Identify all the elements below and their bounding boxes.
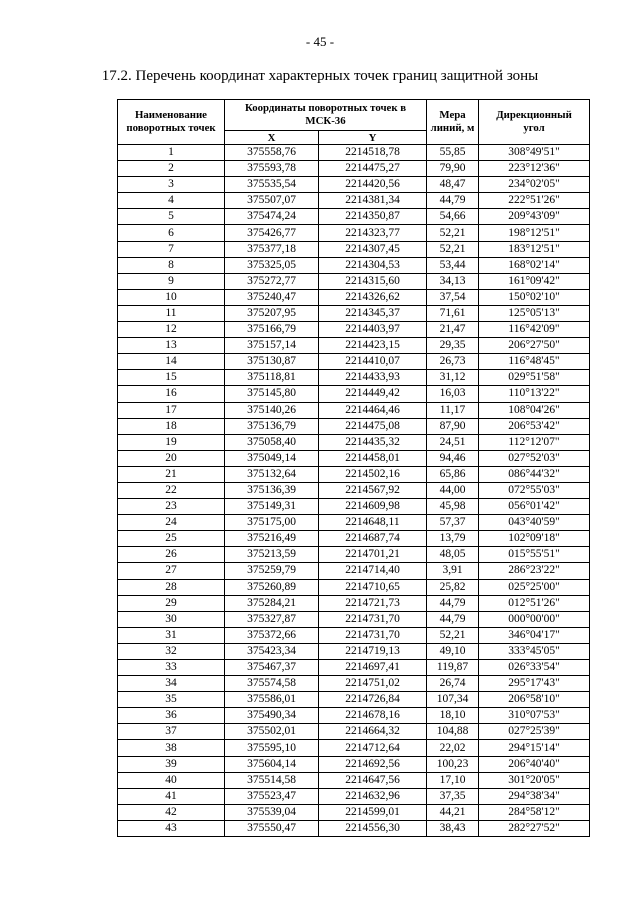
cell-bearing-angle: 206°40'40" <box>479 756 590 772</box>
cell-point-number: 35 <box>118 692 225 708</box>
table-row <box>118 418 590 434</box>
cell-bearing-angle: 206°58'10" <box>479 692 590 708</box>
cell-line-length: 22,02 <box>427 740 479 756</box>
cell-x: 375593,78 <box>225 161 319 177</box>
cell-line-length: 55,85 <box>427 145 479 161</box>
cell-bearing-angle: 301°20'05" <box>479 772 590 788</box>
cell-point-number: 42 <box>118 804 225 820</box>
cell-line-length: 29,35 <box>427 338 479 354</box>
cell-bearing-angle: 015°55'51" <box>479 547 590 563</box>
cell-x: 375372,66 <box>225 627 319 643</box>
cell-x: 375507,07 <box>225 193 319 209</box>
cell-bearing-angle: 286°23'22" <box>479 563 590 579</box>
cell-line-length: 44,00 <box>427 482 479 498</box>
cell-bearing-angle: 000°00'00" <box>479 611 590 627</box>
cell-x: 375136,79 <box>225 418 319 434</box>
table-row <box>118 820 590 836</box>
table-row <box>118 145 590 161</box>
table-row <box>118 466 590 482</box>
cell-bearing-angle: 029°51'58" <box>479 370 590 386</box>
table-row <box>118 595 590 611</box>
cell-x: 375145,80 <box>225 386 319 402</box>
cell-x: 375574,58 <box>225 676 319 692</box>
cell-y: 2214345,37 <box>319 305 427 321</box>
cell-y: 2214731,70 <box>319 611 427 627</box>
cell-point-number: 29 <box>118 595 225 611</box>
table-row <box>118 788 590 804</box>
cell-x: 375604,14 <box>225 756 319 772</box>
table-row <box>118 708 590 724</box>
cell-point-number: 33 <box>118 660 225 676</box>
cell-bearing-angle: 086°44'32" <box>479 466 590 482</box>
cell-line-length: 119,87 <box>427 660 479 676</box>
cell-bearing-angle: 108°04'26" <box>479 402 590 418</box>
cell-bearing-angle: 043°40'59" <box>479 515 590 531</box>
cell-point-number: 13 <box>118 338 225 354</box>
cell-line-length: 65,86 <box>427 466 479 482</box>
cell-line-length: 24,51 <box>427 434 479 450</box>
cell-line-length: 52,21 <box>427 627 479 643</box>
header-bearing-angle: Дирекционный угол <box>479 100 590 145</box>
table-row <box>118 338 590 354</box>
cell-point-number: 32 <box>118 643 225 659</box>
cell-line-length: 49,10 <box>427 643 479 659</box>
header-line-length: Мера линий, м <box>427 100 479 145</box>
cell-line-length: 18,10 <box>427 708 479 724</box>
cell-x: 375118,81 <box>225 370 319 386</box>
cell-x: 375272,77 <box>225 273 319 289</box>
cell-point-number: 19 <box>118 434 225 450</box>
cell-y: 2214712,64 <box>319 740 427 756</box>
cell-x: 375595,10 <box>225 740 319 756</box>
cell-bearing-angle: 150°02'10" <box>479 289 590 305</box>
cell-bearing-angle: 027°25'39" <box>479 724 590 740</box>
cell-bearing-angle: 294°38'34" <box>479 788 590 804</box>
cell-point-number: 43 <box>118 820 225 836</box>
cell-y: 2214664,32 <box>319 724 427 740</box>
cell-x: 375240,47 <box>225 289 319 305</box>
table-row <box>118 740 590 756</box>
cell-line-length: 71,61 <box>427 305 479 321</box>
table-row <box>118 579 590 595</box>
table-row <box>118 499 590 515</box>
cell-x: 375175,00 <box>225 515 319 531</box>
table-row <box>118 563 590 579</box>
table-row <box>118 161 590 177</box>
cell-point-number: 4 <box>118 193 225 209</box>
table-row <box>118 772 590 788</box>
cell-point-number: 10 <box>118 289 225 305</box>
header-coordinates: Координаты поворотных точек в МСК-36 <box>225 100 427 131</box>
cell-y: 2214609,98 <box>319 499 427 515</box>
cell-line-length: 26,73 <box>427 354 479 370</box>
cell-point-number: 36 <box>118 708 225 724</box>
cell-y: 2214751,02 <box>319 676 427 692</box>
cell-point-number: 38 <box>118 740 225 756</box>
cell-y: 2214315,60 <box>319 273 427 289</box>
cell-y: 2214714,40 <box>319 563 427 579</box>
cell-line-length: 52,21 <box>427 241 479 257</box>
cell-y: 2214449,42 <box>319 386 427 402</box>
cell-y: 2214307,45 <box>319 241 427 257</box>
cell-line-length: 37,35 <box>427 788 479 804</box>
cell-point-number: 34 <box>118 676 225 692</box>
table-row <box>118 177 590 193</box>
cell-line-length: 34,13 <box>427 273 479 289</box>
table-row <box>118 225 590 241</box>
cell-y: 2214648,11 <box>319 515 427 531</box>
table-row <box>118 193 590 209</box>
cell-line-length: 16,03 <box>427 386 479 402</box>
cell-point-number: 1 <box>118 145 225 161</box>
cell-line-length: 44,79 <box>427 193 479 209</box>
cell-x: 375327,87 <box>225 611 319 627</box>
cell-bearing-angle: 056°01'42" <box>479 499 590 515</box>
cell-bearing-angle: 310°07'53" <box>479 708 590 724</box>
table-row <box>118 241 590 257</box>
cell-point-number: 8 <box>118 257 225 273</box>
cell-point-number: 15 <box>118 370 225 386</box>
cell-point-number: 14 <box>118 354 225 370</box>
cell-point-number: 5 <box>118 209 225 225</box>
cell-y: 2214464,46 <box>319 402 427 418</box>
cell-y: 2214701,21 <box>319 547 427 563</box>
cell-point-number: 24 <box>118 515 225 531</box>
cell-line-length: 79,90 <box>427 161 479 177</box>
cell-point-number: 37 <box>118 724 225 740</box>
cell-x: 375132,64 <box>225 466 319 482</box>
cell-bearing-angle: 072°55'03" <box>479 482 590 498</box>
header-x: X <box>225 131 319 145</box>
cell-point-number: 26 <box>118 547 225 563</box>
cell-point-number: 9 <box>118 273 225 289</box>
cell-point-number: 41 <box>118 788 225 804</box>
cell-line-length: 87,90 <box>427 418 479 434</box>
cell-bearing-angle: 284°58'12" <box>479 804 590 820</box>
cell-point-number: 39 <box>118 756 225 772</box>
cell-point-number: 7 <box>118 241 225 257</box>
table-row <box>118 289 590 305</box>
cell-bearing-angle: 183°12'51" <box>479 241 590 257</box>
cell-x: 375550,47 <box>225 820 319 836</box>
cell-line-length: 44,21 <box>427 804 479 820</box>
cell-x: 375423,34 <box>225 643 319 659</box>
cell-y: 2214420,56 <box>319 177 427 193</box>
cell-bearing-angle: 025°25'00" <box>479 579 590 595</box>
table-row <box>118 257 590 273</box>
cell-bearing-angle: 294°15'14" <box>479 740 590 756</box>
cell-line-length: 52,21 <box>427 225 479 241</box>
cell-bearing-angle: 346°04'17" <box>479 627 590 643</box>
cell-x: 375213,59 <box>225 547 319 563</box>
cell-x: 375377,18 <box>225 241 319 257</box>
table-row <box>118 273 590 289</box>
coordinates-table <box>117 99 590 837</box>
header-point-name: Наименование поворотных точек <box>118 100 225 145</box>
cell-y: 2214697,41 <box>319 660 427 676</box>
cell-y: 2214632,96 <box>319 788 427 804</box>
cell-line-length: 48,47 <box>427 177 479 193</box>
cell-line-length: 44,79 <box>427 611 479 627</box>
table-row <box>118 724 590 740</box>
cell-y: 2214518,78 <box>319 145 427 161</box>
cell-x: 375149,31 <box>225 499 319 515</box>
cell-point-number: 21 <box>118 466 225 482</box>
cell-line-length: 17,10 <box>427 772 479 788</box>
cell-point-number: 18 <box>118 418 225 434</box>
cell-line-length: 53,44 <box>427 257 479 273</box>
cell-line-length: 26,74 <box>427 676 479 692</box>
cell-point-number: 27 <box>118 563 225 579</box>
cell-line-length: 100,23 <box>427 756 479 772</box>
cell-point-number: 31 <box>118 627 225 643</box>
cell-bearing-angle: 110°13'22" <box>479 386 590 402</box>
cell-line-length: 31,12 <box>427 370 479 386</box>
cell-bearing-angle: 102°09'18" <box>479 531 590 547</box>
cell-line-length: 21,47 <box>427 322 479 338</box>
cell-point-number: 25 <box>118 531 225 547</box>
table-row <box>118 354 590 370</box>
cell-line-length: 44,79 <box>427 595 479 611</box>
cell-line-length: 94,46 <box>427 450 479 466</box>
cell-line-length: 54,66 <box>427 209 479 225</box>
table-row <box>118 322 590 338</box>
cell-y: 2214687,74 <box>319 531 427 547</box>
cell-x: 375157,14 <box>225 338 319 354</box>
cell-x: 375539,04 <box>225 804 319 820</box>
cell-point-number: 2 <box>118 161 225 177</box>
cell-bearing-angle: 026°33'54" <box>479 660 590 676</box>
cell-x: 375325,05 <box>225 257 319 273</box>
cell-line-length: 45,98 <box>427 499 479 515</box>
cell-line-length: 25,82 <box>427 579 479 595</box>
table-row <box>118 482 590 498</box>
cell-line-length: 3,91 <box>427 563 479 579</box>
cell-bearing-angle: 282°27'52" <box>479 820 590 836</box>
cell-point-number: 16 <box>118 386 225 402</box>
cell-bearing-angle: 116°42'09" <box>479 322 590 338</box>
cell-x: 375586,01 <box>225 692 319 708</box>
table-row <box>118 676 590 692</box>
table-row <box>118 660 590 676</box>
cell-y: 2214567,92 <box>319 482 427 498</box>
cell-point-number: 12 <box>118 322 225 338</box>
cell-bearing-angle: 161°09'42" <box>479 273 590 289</box>
cell-bearing-angle: 308°49'51" <box>479 145 590 161</box>
cell-bearing-angle: 027°52'03" <box>479 450 590 466</box>
cell-line-length: 38,43 <box>427 820 479 836</box>
cell-y: 2214692,56 <box>319 756 427 772</box>
cell-bearing-angle: 222°51'26" <box>479 193 590 209</box>
cell-point-number: 17 <box>118 402 225 418</box>
cell-bearing-angle: 223°12'36" <box>479 161 590 177</box>
cell-bearing-angle: 209°43'09" <box>479 209 590 225</box>
table-row <box>118 804 590 820</box>
table-row <box>118 450 590 466</box>
table-body <box>118 145 590 837</box>
table-row <box>118 434 590 450</box>
cell-y: 2214350,87 <box>319 209 427 225</box>
cell-x: 375558,76 <box>225 145 319 161</box>
cell-y: 2214381,34 <box>319 193 427 209</box>
cell-y: 2214647,56 <box>319 772 427 788</box>
cell-x: 375284,21 <box>225 595 319 611</box>
cell-y: 2214423,15 <box>319 338 427 354</box>
cell-y: 2214710,65 <box>319 579 427 595</box>
cell-point-number: 30 <box>118 611 225 627</box>
cell-x: 375260,89 <box>225 579 319 595</box>
table-row <box>118 547 590 563</box>
cell-y: 2214433,93 <box>319 370 427 386</box>
cell-y: 2214403,97 <box>319 322 427 338</box>
cell-y: 2214556,30 <box>319 820 427 836</box>
table-row <box>118 531 590 547</box>
cell-x: 375426,77 <box>225 225 319 241</box>
cell-y: 2214323,77 <box>319 225 427 241</box>
cell-x: 375467,37 <box>225 660 319 676</box>
cell-x: 375535,54 <box>225 177 319 193</box>
cell-y: 2214304,53 <box>319 257 427 273</box>
cell-x: 375058,40 <box>225 434 319 450</box>
cell-point-number: 20 <box>118 450 225 466</box>
cell-point-number: 22 <box>118 482 225 498</box>
cell-point-number: 3 <box>118 177 225 193</box>
table-row <box>118 692 590 708</box>
cell-y: 2214435,32 <box>319 434 427 450</box>
table-row <box>118 643 590 659</box>
cell-x: 375259,79 <box>225 563 319 579</box>
cell-point-number: 6 <box>118 225 225 241</box>
cell-x: 375207,95 <box>225 305 319 321</box>
cell-y: 2214719,13 <box>319 643 427 659</box>
cell-bearing-angle: 206°27'50" <box>479 338 590 354</box>
cell-x: 375140,26 <box>225 402 319 418</box>
cell-x: 375523,47 <box>225 788 319 804</box>
cell-bearing-angle: 198°12'51" <box>479 225 590 241</box>
cell-bearing-angle: 206°53'42" <box>479 418 590 434</box>
cell-line-length: 11,17 <box>427 402 479 418</box>
cell-line-length: 104,88 <box>427 724 479 740</box>
cell-y: 2214721,73 <box>319 595 427 611</box>
cell-bearing-angle: 295°17'43" <box>479 676 590 692</box>
cell-bearing-angle: 125°05'13" <box>479 305 590 321</box>
cell-x: 375130,87 <box>225 354 319 370</box>
cell-x: 375049,14 <box>225 450 319 466</box>
cell-x: 375136,39 <box>225 482 319 498</box>
cell-bearing-angle: 012°51'26" <box>479 595 590 611</box>
cell-y: 2214410,07 <box>319 354 427 370</box>
cell-x: 375514,58 <box>225 772 319 788</box>
table-row <box>118 305 590 321</box>
cell-y: 2214502,16 <box>319 466 427 482</box>
cell-line-length: 107,34 <box>427 692 479 708</box>
cell-point-number: 23 <box>118 499 225 515</box>
cell-bearing-angle: 234°02'05" <box>479 177 590 193</box>
header-y: Y <box>319 131 427 145</box>
cell-x: 375166,79 <box>225 322 319 338</box>
cell-y: 2214458,01 <box>319 450 427 466</box>
cell-bearing-angle: 112°12'07" <box>479 434 590 450</box>
cell-bearing-angle: 333°45'05" <box>479 643 590 659</box>
table-row <box>118 402 590 418</box>
cell-line-length: 57,37 <box>427 515 479 531</box>
cell-y: 2214599,01 <box>319 804 427 820</box>
cell-bearing-angle: 116°48'45" <box>479 354 590 370</box>
cell-line-length: 48,05 <box>427 547 479 563</box>
table-row <box>118 386 590 402</box>
cell-point-number: 40 <box>118 772 225 788</box>
section-heading: 17.2. Перечень координат характерных точек границ защитной зоны <box>101 68 539 84</box>
cell-line-length: 13,79 <box>427 531 479 547</box>
cell-x: 375474,24 <box>225 209 319 225</box>
cell-y: 2214326,62 <box>319 289 427 305</box>
table-row <box>118 209 590 225</box>
page-number: - 45 - <box>305 34 335 49</box>
cell-y: 2214475,27 <box>319 161 427 177</box>
table-row <box>118 627 590 643</box>
table-row <box>118 515 590 531</box>
cell-line-length: 37,54 <box>427 289 479 305</box>
cell-y: 2214726,84 <box>319 692 427 708</box>
cell-bearing-angle: 168°02'14" <box>479 257 590 273</box>
cell-point-number: 28 <box>118 579 225 595</box>
cell-y: 2214731,70 <box>319 627 427 643</box>
cell-point-number: 11 <box>118 305 225 321</box>
cell-y: 2214678,16 <box>319 708 427 724</box>
table-row <box>118 756 590 772</box>
table-row <box>118 370 590 386</box>
cell-x: 375490,34 <box>225 708 319 724</box>
cell-x: 375502,01 <box>225 724 319 740</box>
cell-y: 2214475,08 <box>319 418 427 434</box>
table-row <box>118 611 590 627</box>
cell-x: 375216,49 <box>225 531 319 547</box>
